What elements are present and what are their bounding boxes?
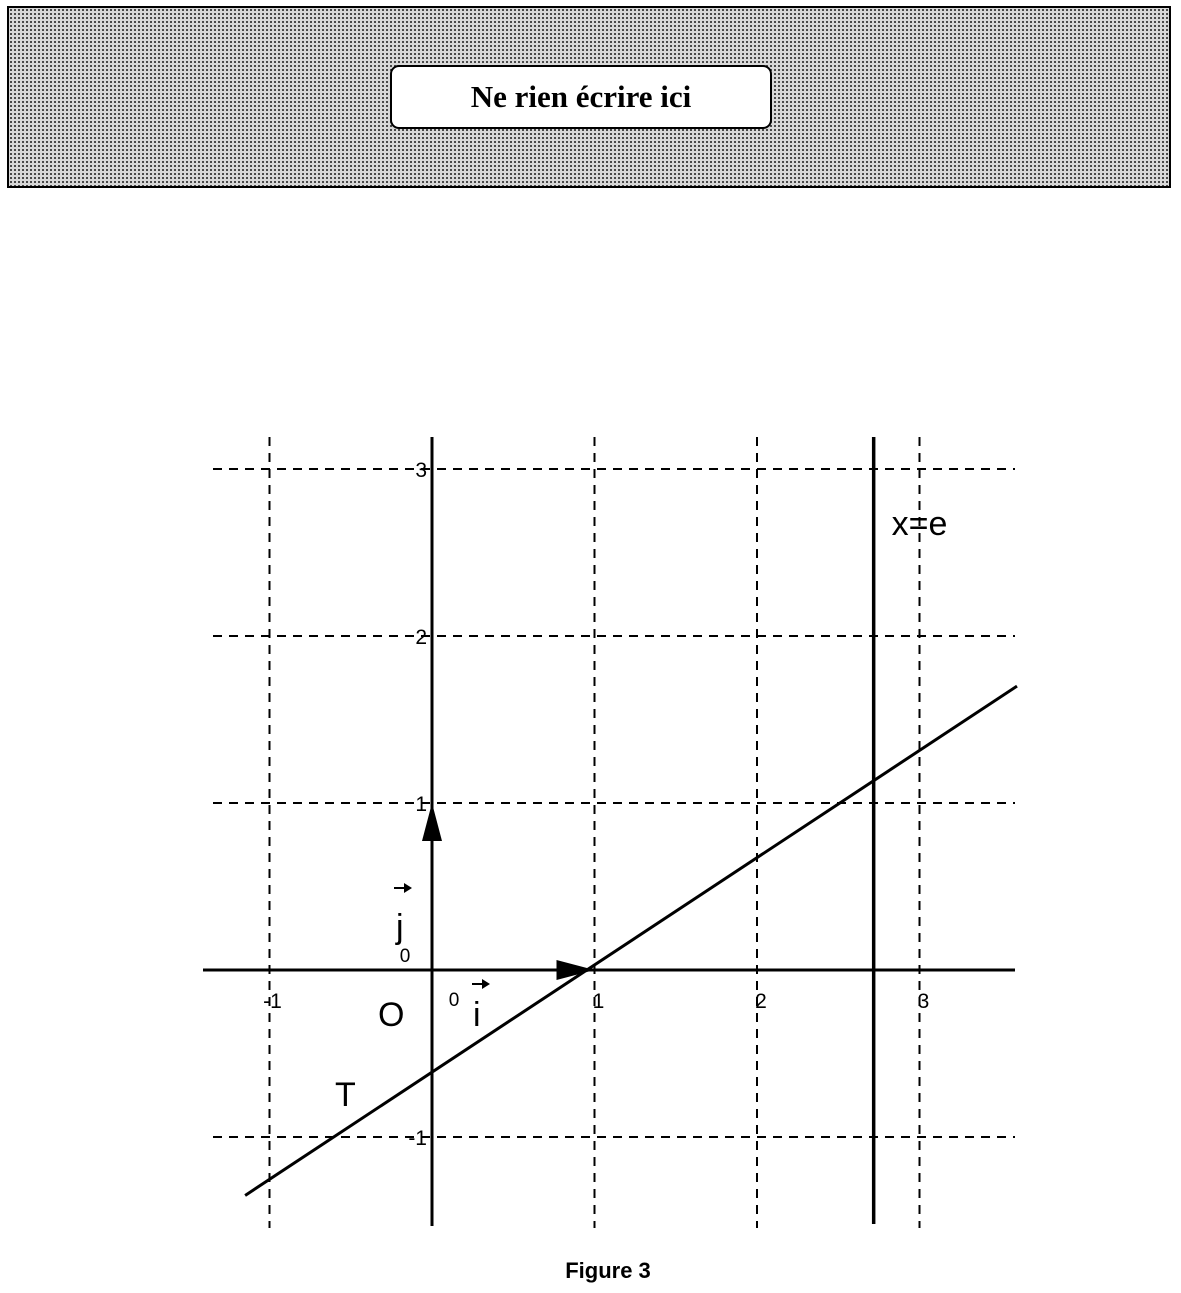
banner-label: Ne rien écrire ici bbox=[470, 79, 692, 114]
y-tick-label: 2 bbox=[415, 626, 427, 649]
labels bbox=[263, 459, 947, 1150]
vector-j-label: j bbox=[396, 908, 404, 946]
figure-caption: Figure 3 bbox=[565, 1258, 651, 1283]
x-tick-label: 3 bbox=[917, 990, 930, 1013]
vectors bbox=[422, 803, 595, 980]
y-tick-label: -1 bbox=[408, 1127, 427, 1150]
y-tick-label: 0 bbox=[399, 946, 411, 967]
vector-i-label: i bbox=[473, 996, 481, 1034]
curve-label: T bbox=[335, 1076, 356, 1114]
x-tick-label: -1 bbox=[263, 990, 282, 1013]
x-tick-label: 2 bbox=[755, 990, 767, 1013]
grid bbox=[213, 437, 1015, 1228]
vector-j-arrow-icon bbox=[404, 883, 412, 893]
x-tick-label: 1 bbox=[592, 990, 605, 1013]
axes bbox=[203, 437, 1015, 1226]
origin-label: O bbox=[378, 996, 405, 1034]
vector-i-arrow-icon bbox=[482, 979, 490, 989]
series-lines bbox=[245, 686, 1017, 1195]
y-tick-label: 1 bbox=[415, 793, 427, 816]
y-tick-label: 3 bbox=[415, 459, 427, 482]
series-line bbox=[245, 686, 1017, 1195]
vertical-line-label: x=e bbox=[891, 505, 948, 543]
x-tick-label: 0 bbox=[448, 990, 460, 1011]
